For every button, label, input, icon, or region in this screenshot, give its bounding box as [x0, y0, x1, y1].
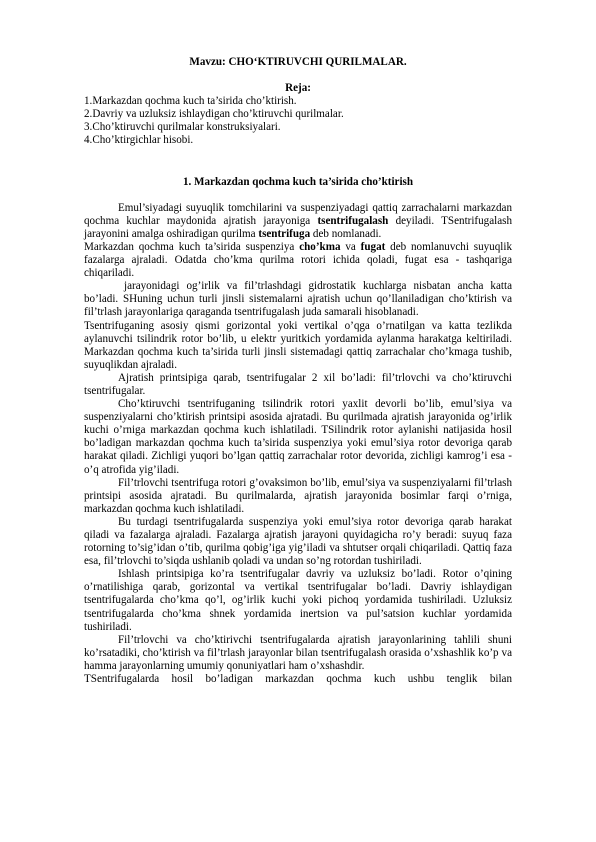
plan-item-1: 1.Markazdan qochma kuch ta’sirida cho’ktirish.	[84, 95, 297, 108]
paragraph-2: Markazdan qochma kuch ta’sirida suspenziya cho’kma va fugat deb nomlanuvchi suyuqlik fazalarga ajraladi. Odatda cho’kma qurilma rotori ichida qoladi, fugat esa - tashqariga chiqariladi.	[84, 240, 512, 280]
plan-heading: Reja:	[285, 82, 311, 95]
plan-item-3: 3.Cho’ktiruvchi qurilmalar konstruksiyalari.	[84, 121, 281, 134]
paragraph-1: Emul’siyadagi suyuqlik tomchilarini va suspenziyadagi qattiq zarrachalarni markazdan qochma kuchlar maydonida ajratish jarayoniga tsentrifugalash deyiladi. TSentrifugalash jarayonini amalga oshiradigan qurilma tsentrifuga deb nomlanadi.	[84, 201, 513, 240]
term-chokma: cho’kma	[299, 240, 341, 253]
paragraph-11: TSentrifugalarda hosil bo’ladigan markazdan qochma kuch ushbu tenglik bilan	[84, 673, 512, 686]
paragraph-10: Fil’trlovchi va cho’ktirivchi tsentrifugalarda ajratish jarayonlarining tahlili shuni ko’rsatadiki, cho’ktirish va fil’trlash jarayonlar bilan tsentrifugalash orasida o’xshashlik ko’p va hamma jarayonlarning umumiy qonuniyatlari ham o’xshashdir.	[84, 633, 512, 672]
plan-item-2: 2.Davriy va uzluksiz ishlaydigan cho’ktiruvchi qurilmalar.	[84, 108, 344, 121]
term-tsentrifuga: tsentrifuga	[258, 227, 311, 240]
paragraph-5: Ajratish printsipiga qarab, tsentrifugalar 2 xil bo’ladi: fil’trlovchi va cho’ktiruvchi tsentrifugalar.	[84, 371, 512, 397]
paragraph-6: Cho’ktiruvchi tsentrifuganing tsilindrik rotori yaxlit devorli bo’lib, emul’siya va suspenziyalarni cho’ktirish printsipi asosida ajratadi. Bu qurilmada ajratish jarayonida og’irlik kuchi o’rniga markazdan qochma kuch ishlatiladi. TSilindrik rotor aylanishi natijasida hosil bo’ladigan markazdan qochma kuch ta’sirida suspenziya yoki emul’siya rotor devoriga qarab harakat qiladi. Zichligi yuqori bo’lgan qattiq zarrachalar rotor devorida, zichligi kamrog’i esa - o’q atrofida yig’iladi.	[84, 398, 512, 476]
plan-list	[84, 95, 512, 147]
term-tsentrifugalash: tsentrifugalash	[317, 214, 389, 227]
paragraph-8: Bu turdagi tsentrifugalarda suspenziya yoki emul’siya rotor devoriga qarab harakat qiladi va fazalarga ajraladi. Fazalarga ajratish jarayoni quyidagicha ro’y beradi: suyuq faza rotorning to’sig’idan o’tib, qurilma qobig’iga yig’iladi va shtutser orqali chiqariladi. Qattiq faza esa, fil’trlovchi to’siqda ushlanib qoladi va undan so’ng rotordan tushiriladi.	[84, 515, 512, 568]
term-fugat: fugat	[360, 240, 386, 253]
section-title: 1. Markazdan qochma kuch ta’sirida cho’ktirish	[182, 175, 414, 188]
paragraph-3: jarayonidagi og’irlik va fil’trlashdagi gidrostatik kuchlarga nisbatan ancha katta bo’ladi. SHuning uchun turli jinsli sistemalarni ajratish uchun qo’llaniladigan cho’ktirish va fil’trlash jarayonlariga qaraganda tsentrifugalash juda samarali hisoblanadi.	[84, 280, 512, 319]
paragraph-9: Ishlash printsipiga ko’ra tsentrifugalar davriy va uzluksiz bo’ladi. Rotor o’qining o’rnatilishiga qarab, gorizontal va vertikal tsentrifugalar bo’ladi. Davriy ishlaydigan tsentrifugalarda cho’kma qo’l, og’irlik kuchi yoki pichoq yordamida tushiriladi. Uzluksiz tsentrifugalarda cho’kma shnek yordamida inertsion va pul’satsion kuchlar yordamida tushiriladi.	[84, 568, 512, 633]
paragraph-4: Tsentrifuganing asosiy qismi gorizontal yoki vertikal o’qga o’rnatilgan va katta tezlikda aylanuvchi tsilindrik rotor bo’lib, u elektr yuritkich yordamida aylanma harakatga keltiriladi. Markazdan qochma kuch ta’sirida turli jinsli sistemadagi qattiq zarrachalar cho’kmaga tushib, suyuqlikdan ajraladi.	[84, 319, 512, 371]
document-title: Mavzu: CHO‘KTIRUVCHI QURILMALAR.	[189, 56, 407, 68]
plan-item-4: 4.Cho’ktirgichlar hisobi.	[84, 134, 194, 147]
paragraph-7: Fil’trlovchi tsentrifuga rotori g’ovaksimon bo’lib, emul’siya va suspenziyalarni fil’trlash printsipi asosida ajratadi. Bu qurilmalarda, ajratish jarayonida bosimlar farqi o’rniga, markazdan qochma kuch ishlatiladi.	[84, 476, 512, 515]
